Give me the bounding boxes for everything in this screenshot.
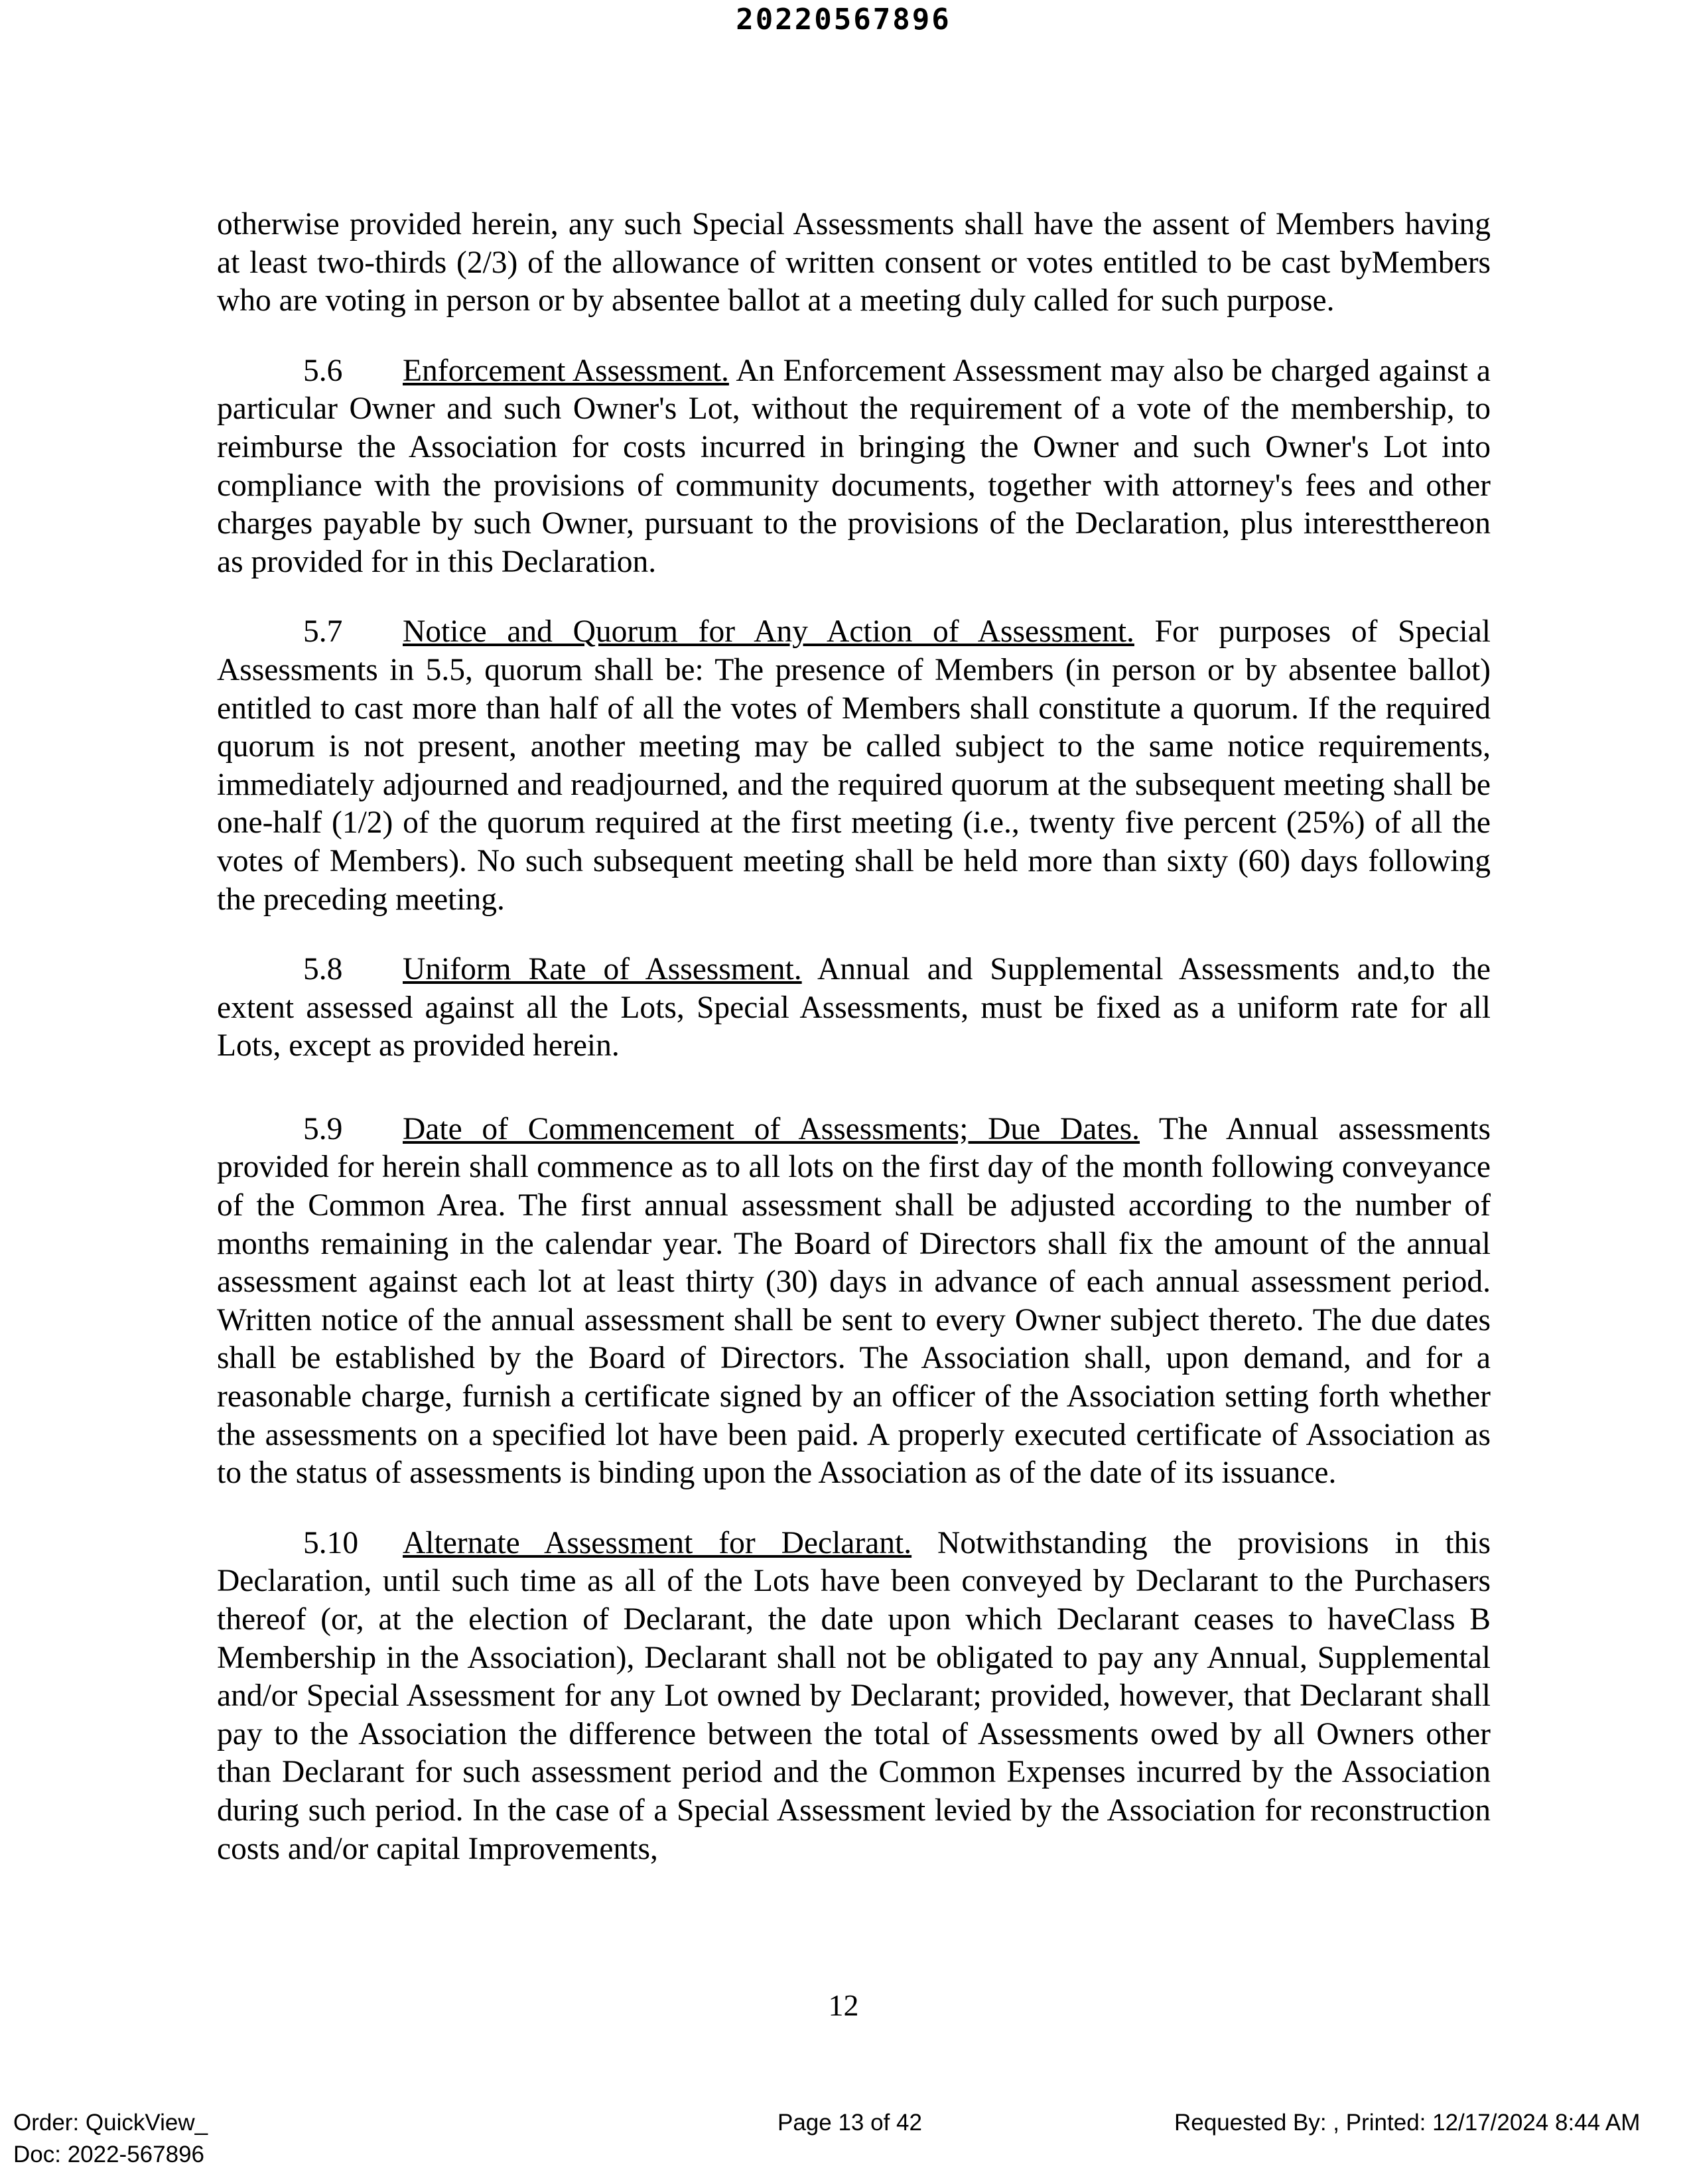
document-number: 20220567896 (736, 3, 951, 36)
section-heading: Date of Commencement of Assessments; Due Dates. (403, 1111, 1140, 1146)
section-number: 5.10 (303, 1525, 359, 1560)
footer-requested-printed: Requested By: , Printed: 12/17/2024 8:44 AM (1174, 2110, 1641, 2136)
section-5-8 (217, 951, 1491, 1065)
section-5-7 (217, 613, 1491, 919)
document-body (217, 206, 1491, 1900)
section-5-6 (217, 352, 1491, 582)
section-number: 5.6 (303, 353, 343, 388)
section-text: The Annual assessments provided for herein shall commence as to all lots on the first day of the month following conveyance of the Common Area. The first annual assessment shall be adjusted according to the number of months remaining in the calendar year. The Board of Directors shall fix the amount of the annual assessment against each lot at least thirty (30) days in advance of each annual assessment period. Written notice of the annual assessment shall be sent to every Owner subject thereto. The due dates shall be established by the Board of Directors. The Association shall, upon demand, and for a reasonable charge, furnish a certificate signed by an officer of the Association setting forth whether the assessments on a specified lot have been paid. A properly executed certificate of Association as to the status of assessments is binding upon the Association as of the date of its issuance. (217, 1111, 1491, 1491)
section-text: Annual and Supplemental Assessments and,to the extent assessed against all the Lots, Special Assessments, must be fixed as a uniform rate for all Lots, except as provided herein. (217, 952, 1491, 1063)
section-5-9 (217, 1111, 1491, 1493)
section-text: Notwithstanding the provisions in this Declaration, until such time as all of the Lots have been conveyed by Declarant to the Purchasers thereof (or, at the election of Declarant, the date upon which Declarant ceases to haveClass B Membership in the Association), Declarant shall not be obligated to pay any Annual, Supplemental and/or Special Assessment for any Lot owned by Declarant; provided, however, that Declarant shall pay to the Association the difference between the total of Assessments owed by all Owners other than Declarant for such assessment period and the Common Expenses incurred by the Association during such period. In the case of a Special Assessment levied by the Association for reconstruction costs and/or capital Improvements, (217, 1525, 1491, 1866)
page-number: 12 (828, 1988, 859, 2022)
section-number: 5.7 (303, 614, 343, 649)
section-heading: Uniform Rate of Assessment. (403, 952, 802, 987)
section-heading: Enforcement Assessment. (403, 353, 729, 388)
section-number: 5.9 (303, 1111, 343, 1146)
paragraph-intro: otherwise provided herein, any such Special Assessments shall have the assent of Members having at least two-thirds (2/3) of the allowance of written consent or votes entitled to be cast byMembers who are voting in person or by absentee ballot at a meeting duly called for such purpose. (217, 207, 1491, 318)
section-5-10 (217, 1525, 1491, 1868)
footer-order: Order: QuickView_ (13, 2110, 208, 2136)
section-text: For purposes of Special Assessments in 5.5, quorum shall be: The presence of Members (in person or by absentee ballot) entitled to cast more than half of all the votes of Members shall constitute a quorum. If the required quorum is not present, another meeting may be called subject to the same notice requirements, immediately adjourned and readjourned, and the required quorum at the subsequent meeting shall be one-half (1/2) of the quorum required at the first meeting (i.e., twenty five percent (25%) of all the votes of Members). No such subsequent meeting shall be held more than sixty (60) days following the preceding meeting. (217, 614, 1491, 917)
section-text: An Enforcement Assessment may also be charged against a particular Owner and such Owner's Lot, without the requirement of a vote of the membership, to reimburse the Association for costs incurred in bringing the Owner and such Owner's Lot into compliance with the provisions of community documents, together with attorney's fees and other charges payable by such Owner, pursuant to the provisions of the Declaration, plus interestthereon as provided for in this Declaration. (217, 353, 1491, 579)
section-number: 5.8 (303, 952, 343, 987)
footer-doc: Doc: 2022-567896 (13, 2142, 204, 2167)
section-heading: Notice and Quorum for Any Action of Assessment. (403, 614, 1134, 649)
section-heading: Alternate Assessment for Declarant. (403, 1525, 912, 1560)
footer-page-indicator: Page 13 of 42 (777, 2110, 922, 2136)
